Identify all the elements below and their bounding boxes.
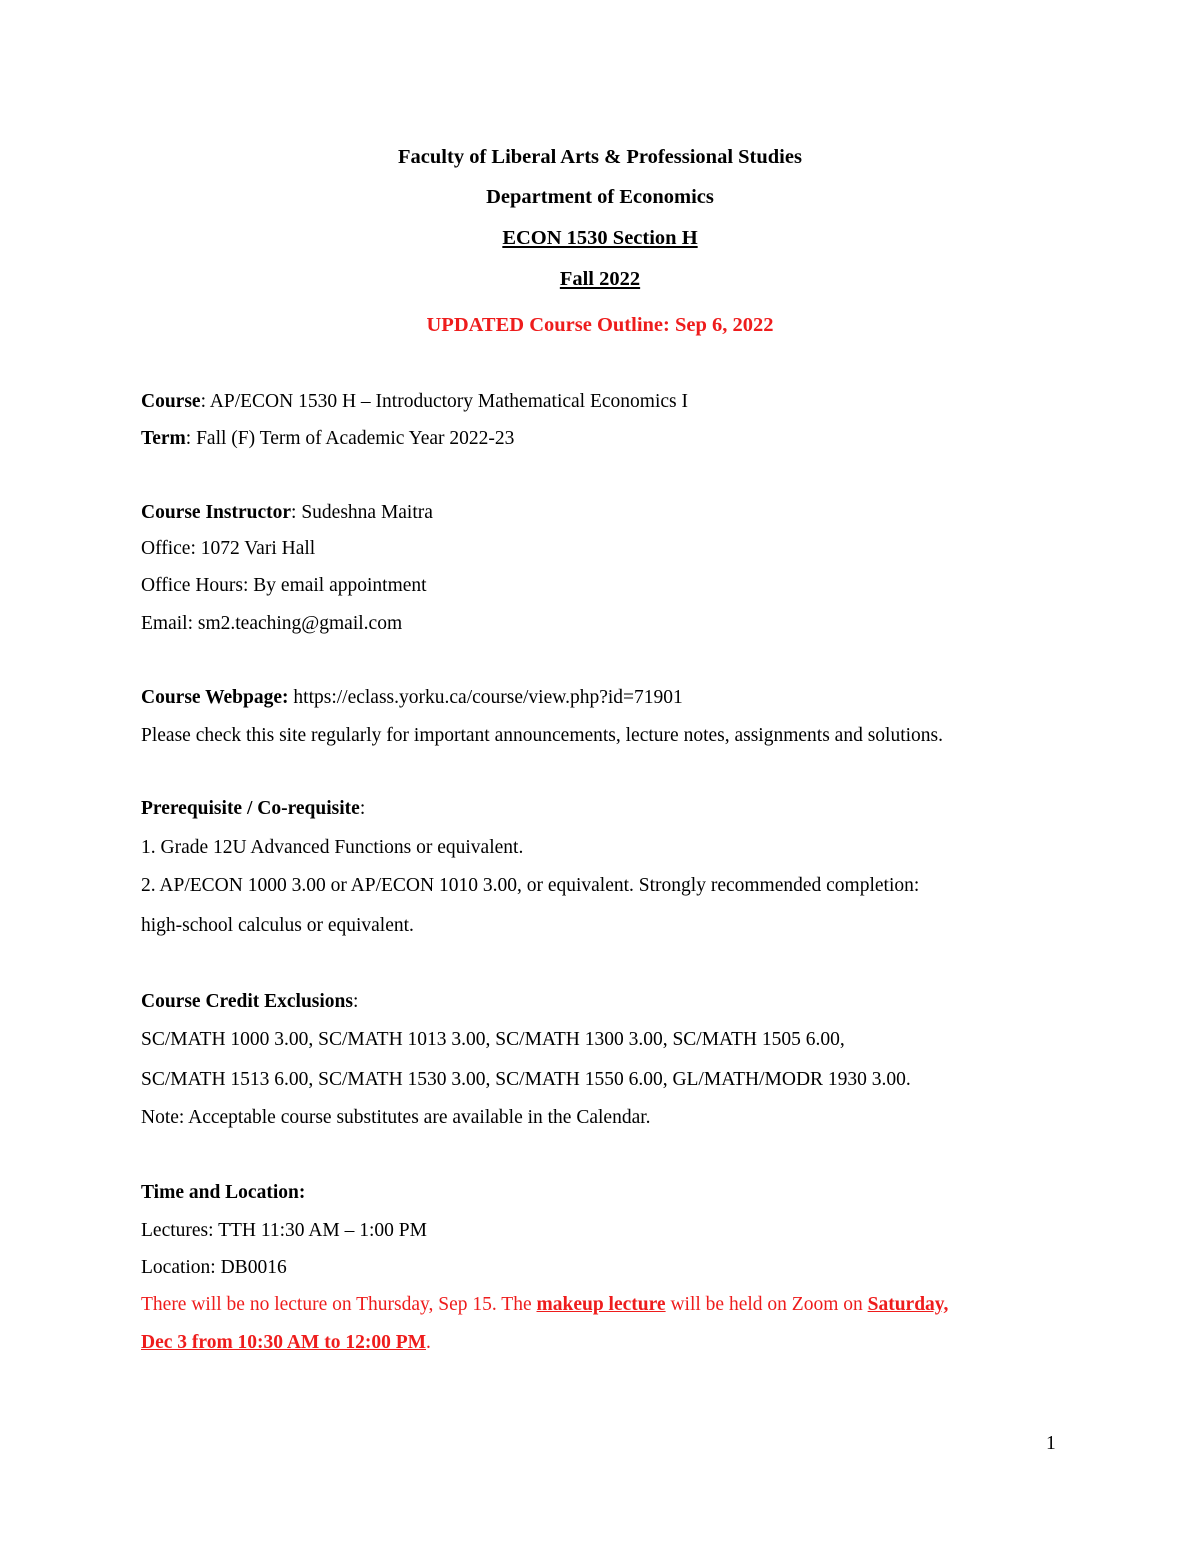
exclusions-line-2: SC/MATH 1513 6.00, SC/MATH 1530 3.00, SC/MATH 1550 6.00, GL/MATH/MODR 1930 3.00.: [141, 1069, 911, 1090]
prerequisite-label: Prerequisite / Co-requisite: [141, 798, 360, 819]
makeup-notice-text-2: will be held on Zoom on: [665, 1294, 868, 1315]
prerequisite-colon: :: [359, 798, 366, 819]
makeup-lecture-emphasis: makeup lecture: [536, 1294, 666, 1315]
instructor-name: : Sudeshna Maitra: [291, 502, 433, 523]
faculty-heading: Faculty of Liberal Arts & Professional Studies: [398, 146, 802, 168]
office-hours-line: Office Hours: By email appointment: [141, 575, 427, 596]
exclusions-label: Course Credit Exclusions: [141, 991, 353, 1012]
makeup-date-emphasis: Dec 3 from 10:30 AM to 12:00 PM: [141, 1332, 427, 1353]
updated-notice: UPDATED Course Outline: Sep 6, 2022: [426, 314, 774, 336]
email-line: Email: sm2.teaching@gmail.com: [141, 613, 403, 634]
exclusions-note: Note: Acceptable course substitutes are available in the Calendar.: [141, 1107, 651, 1128]
office-line: Office: 1072 Vari Hall: [141, 538, 316, 559]
instructor-label: Course Instructor: [141, 502, 292, 523]
exclusions-line-1: SC/MATH 1000 3.00, SC/MATH 1013 3.00, SC/MATH 1300 3.00, SC/MATH 1505 6.00,: [141, 1029, 845, 1050]
makeup-notice-line-2: [141, 1331, 431, 1355]
prerequisite-item-2-line-1: 2. AP/ECON 1000 3.00 or AP/ECON 1010 3.00, or equivalent. Strongly recommended completion:: [141, 875, 920, 896]
makeup-notice-end: .: [426, 1332, 431, 1353]
page-number: 1: [1046, 1433, 1056, 1454]
term-value: : Fall (F) Term of Academic Year 2022-23: [185, 428, 515, 449]
instructor-line: [141, 501, 433, 525]
term-line: [141, 427, 514, 451]
course-line: [141, 390, 688, 414]
course-label: Course: [141, 391, 201, 412]
course-code-heading: ECON 1530 Section H: [502, 227, 698, 249]
exclusions-colon: :: [353, 991, 359, 1012]
webpage-url[interactable]: https://eclass.yorku.ca/course/view.php?id=71901: [288, 687, 683, 708]
webpage-note: Please check this site regularly for important announcements, lecture notes, assignments and solutions.: [141, 725, 944, 746]
time-location-heading: Time and Location:: [141, 1182, 306, 1203]
webpage-line: [141, 686, 683, 710]
exclusions-heading: [141, 990, 358, 1014]
lectures-line: Lectures: TTH 11:30 AM – 1:00 PM: [141, 1220, 427, 1241]
webpage-label: Course Webpage:: [141, 687, 289, 708]
makeup-day-emphasis: Saturday,: [867, 1294, 949, 1315]
prerequisite-heading: [141, 797, 365, 821]
prerequisite-item-2-line-2: high-school calculus or equivalent.: [141, 915, 414, 936]
prerequisite-item-1: 1. Grade 12U Advanced Functions or equivalent.: [141, 837, 524, 858]
term-label: Term: [141, 428, 186, 449]
term-heading: Fall 2022: [559, 268, 641, 290]
makeup-notice-text-1: There will be no lecture on Thursday, Sep 15. The: [141, 1294, 537, 1315]
course-value: : AP/ECON 1530 H – Introductory Mathematical Economics I: [200, 391, 688, 412]
location-line: Location: DB0016: [141, 1257, 287, 1278]
makeup-notice-line-1: [141, 1293, 948, 1317]
department-heading: Department of Economics: [486, 186, 714, 208]
